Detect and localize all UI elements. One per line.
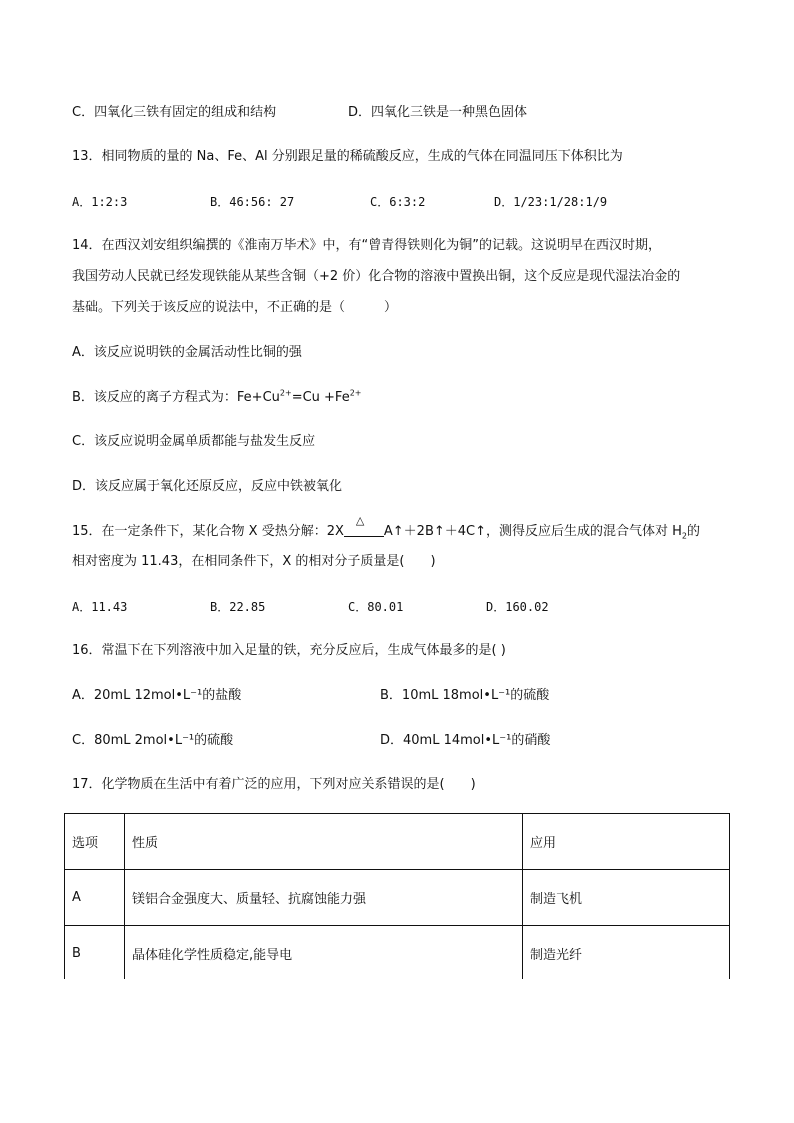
q15-stem-line-2: 相对密度为 11.43，在相同条件下，X 的相对分子质量是( ): [72, 554, 436, 569]
q15-stem-part-1: 15．在一定条件下，某化合物 X 受热分解：2X: [72, 524, 344, 539]
table-cell: A: [65, 870, 125, 926]
table-header-cell: 应用: [523, 814, 730, 870]
q15-option-d: D．160.02: [486, 600, 549, 614]
q14-stem-line-1: 14．在西汉刘安组织编撰的《淮南万毕术》中，有“曾青得铁则化为铜”的记载。这说明早在西汉时期，: [72, 238, 662, 253]
q14-option-a: A．该反应说明铁的金属活动性比铜的强: [72, 345, 302, 360]
table-row: [65, 926, 730, 982]
q15-stem-part-2: A↑＋2B↑＋4C↑，测得反应后生成的混合气体对 H: [383, 524, 682, 539]
q14-option-c: C．该反应说明金属单质都能与盐发生反应: [72, 434, 316, 449]
q13-option-b: B．46:56: 27: [210, 195, 295, 209]
q17-options-table: [64, 813, 730, 982]
q15-option-b: B．22.85: [210, 600, 266, 614]
q15-heating-condition: [344, 514, 384, 535]
table-cell: 镁铝合金强度大、质量轻、抗腐蚀能力强: [125, 870, 523, 926]
q15-option-c: C．80.01: [348, 600, 404, 614]
table-header-row: [65, 814, 730, 870]
q16-option-c: C．80mL 2mol•L⁻¹的硫酸: [72, 733, 234, 748]
q16-stem: 16．常温下在下列溶液中加入足量的铁，充分反应后，生成气体最多的是( ): [72, 643, 506, 658]
q14-option-d: D．该反应属于氧化还原反应，反应中铁被氧化: [72, 479, 343, 494]
table-row: [65, 870, 730, 926]
q13-option-a: A．1:2:3: [72, 195, 128, 209]
q14-option-b: [72, 388, 362, 408]
heat-triangle-icon: △: [355, 514, 365, 527]
table-cell: 制造飞机: [523, 870, 730, 926]
table-header-cell: 选项: [65, 814, 125, 870]
q15-stem-part-3: 的: [687, 524, 701, 539]
q14-option-b-middle: =Cu +Fe: [291, 390, 350, 405]
table-cell: 晶体硅化学性质稳定,能导电: [125, 926, 523, 982]
page-cut-mask: [60, 979, 740, 999]
q14-option-b-charge-2: 2+: [349, 388, 362, 398]
q14-option-b-charge-1: 2+: [279, 388, 292, 398]
q15-option-a: A．11.43: [72, 600, 128, 614]
q16-option-a: A．20mL 12mol•L⁻¹的盐酸: [72, 688, 242, 703]
q13-option-c: C．6:3:2: [370, 195, 426, 209]
q12-option-c: C．四氧化三铁有固定的组成和结构: [72, 105, 277, 120]
equation-bar: [344, 536, 384, 537]
q13-option-d: D．1/23:1/28:1/9: [494, 195, 608, 209]
q14-stem-line-3: 基础。下列关于该反应的说法中，不正确的是（ ）: [72, 300, 398, 315]
table-header-cell: 性质: [125, 814, 523, 870]
q15-stem-line-1: [72, 514, 701, 542]
table-cell: B: [65, 926, 125, 982]
q16-option-d: D．40mL 14mol•L⁻¹的硝酸: [380, 733, 551, 748]
q13-stem: 13．相同物质的量的 Na、Fe、Al 分别跟足量的稀硫酸反应，生成的气体在同温同压下体积比为: [72, 149, 623, 164]
q17-stem: 17．化学物质在生活中有着广泛的应用，下列对应关系错误的是( ): [72, 777, 476, 792]
q12-option-d: D．四氧化三铁是一种黑色固体: [348, 105, 528, 120]
table-cell: 制造光纤: [523, 926, 730, 982]
q14-stem-line-2: 我国劳动人民就已经发现铁能从某些含铜（+2 价）化合物的溶液中置换出铜，这个反应是现代湿法冶金的: [72, 269, 681, 284]
q14-option-b-prefix: B．该反应的离子方程式为：Fe+Cu: [72, 390, 280, 405]
q15-hydrogen-subscript: 2: [681, 531, 688, 541]
q16-option-b: B．10mL 18mol•L⁻¹的硫酸: [380, 688, 550, 703]
